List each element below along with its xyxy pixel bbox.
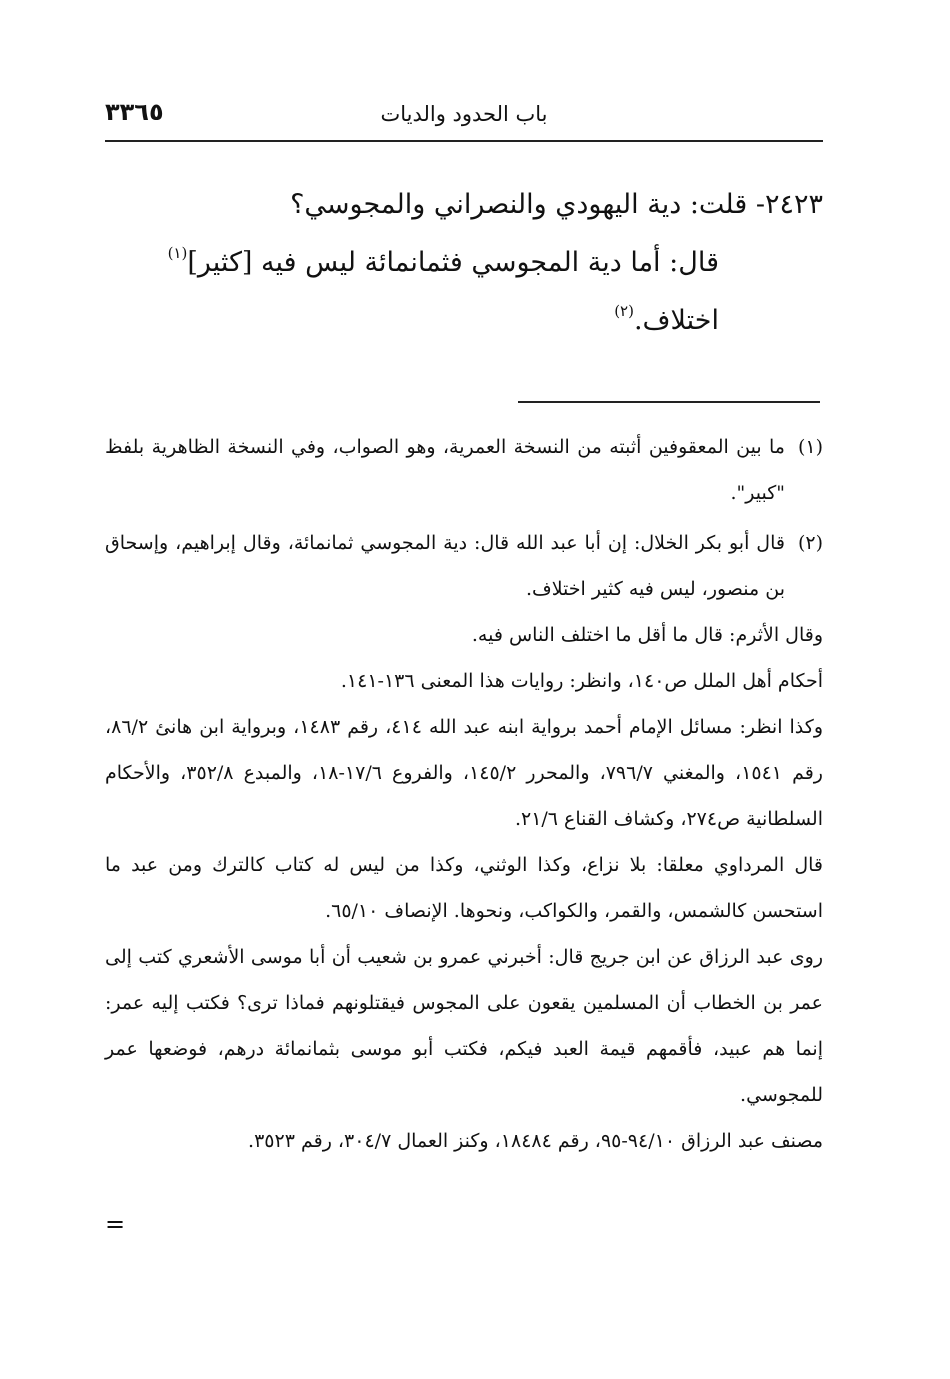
answer-text-continued: اختلاف. <box>633 305 719 336</box>
page-number: ٣٣٦٥ <box>105 98 164 126</box>
chapter-title: باب الحدود والديات <box>380 102 548 126</box>
page-header <box>105 94 823 142</box>
footnote-paragraph: قال المرداوي معلقا: بلا نزاع، وكذا الوثني، وكذا من ليس له كتاب كالترك ومن عبد ما استحسن كالشمس، والقمر، والكواكب، ونحوها. الإنصاف ٦٥/١٠. <box>105 854 823 922</box>
footnote-paragraph: قال أبو بكر الخلال: إن أبا عبد الله قال: دية المجوسي ثمانمائة، وقال إبراهيم، وإسحاق بن منصور، ليس فيه كثير اختلاف. <box>105 532 785 600</box>
footnote-paragraph: أحكام أهل الملل ص١٤٠، وانظر: روايات هذا المعنى ١٣٦-١٤١. <box>340 670 823 692</box>
footnote-ref-1[interactable]: (١) <box>167 244 188 262</box>
continuation-mark: = <box>105 1210 126 1238</box>
answer-paragraph <box>105 234 823 292</box>
footnote-paragraph: مصنف عبد الرزاق ٩٤/١٠-٩٥، رقم ١٨٤٨٤، وكنز العمال ٣٠٤/٧، رقم ٣٥٢٣. <box>248 1130 823 1152</box>
main-text <box>105 176 823 350</box>
footnote-paragraph: وقال الأثرم: قال ما أقل ما اختلف الناس فيه. <box>471 624 823 646</box>
footnote-ref-2[interactable]: (٢) <box>614 302 634 320</box>
footnote-2 <box>105 520 823 1164</box>
answer-continuation <box>105 292 823 350</box>
footnote-paragraph: وكذا انظر: مسائل الإمام أحمد برواية ابنه عبد الله ٤١٤، رقم ١٤٨٣، وبرواية ابن هانئ ٨٦/٢، رقم ١٥٤١، والمغني ٧٩٦/٧، والمحرر ١٤٥/٢، والفروع ١٧/٦-١٨، والمبدع ٣٥٢/٨، والأحكام السلطانية ص٢٧٤، وكشاف القناع ٢١/٦. <box>105 716 823 830</box>
footnote-marker: (٢) <box>797 532 823 554</box>
footnote-paragraph: ما بين المعقوفين أثبته من النسخة العمرية، وهو الصواب، وفي النسخة الظاهرية بلفظ "كبير". <box>105 436 785 504</box>
footnote-marker: (١) <box>797 436 823 458</box>
question-paragraph: ٢٤٢٣- قلت: دية اليهودي والنصراني والمجوسي؟ <box>290 189 823 220</box>
footnote-1 <box>105 424 823 516</box>
footnotes-section <box>105 424 823 1164</box>
answer-text: قال: أما دية المجوسي فثمانمائة ليس فيه [كثير] <box>187 247 719 278</box>
footnote-divider <box>518 401 820 403</box>
footnote-paragraph: روى عبد الرزاق عن ابن جريج قال: أخبرني عمرو بن شعيب أن أبا موسى الأشعري كتب إلى عمر بن الخطاب أن المسلمين يقعون على المجوس فيقتلونهم فماذا ترى؟ فكتب إليه عمر: إنما هم عبيد، فأقمهم قيمة العبد فيكم، فكتب أبو موسى بثمانمائة درهم، فوضعها عمر للمجوسي. <box>105 946 823 1106</box>
